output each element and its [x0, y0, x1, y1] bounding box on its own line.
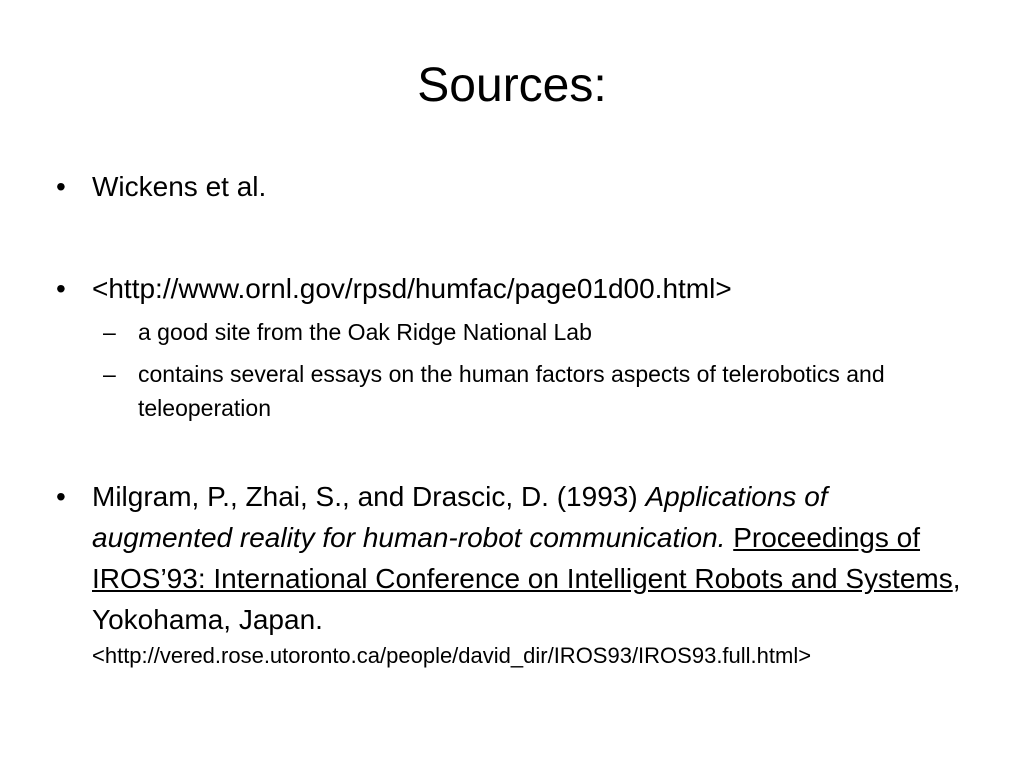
- reference-location: , Yokohama, Japan.: [92, 563, 961, 635]
- slide-title: Sources:: [417, 59, 607, 112]
- reference-proceedings: Proceedings of IROS’93: International Conference on Intelligent Robots and Systems: [92, 522, 953, 594]
- bullet-marker: •: [56, 171, 66, 202]
- reference-title: Applications of augmented reality for human-robot communication.: [92, 481, 828, 553]
- sub-item-text: a good site from the Oak Ridge National Lab: [138, 319, 592, 345]
- ornl-url-text: <http://www.ornl.gov/rpsd/humfac/page01d00.html>: [92, 273, 732, 304]
- bullet-text: Wickens et al.: [92, 171, 267, 202]
- bullet-marker: •: [56, 273, 66, 304]
- reference-citation: [92, 476, 972, 640]
- bullet-marker: •: [56, 481, 66, 512]
- dash-marker: –: [103, 361, 116, 387]
- reference-authors: Milgram, P., Zhai, S., and Drascic, D. (1993): [92, 481, 646, 512]
- reference-url: <http://vered.rose.utoronto.ca/people/david_dir/IROS93/IROS93.full.html>: [92, 643, 812, 668]
- dash-marker: –: [103, 319, 116, 345]
- sub-item-text: contains several essays on the human factors aspects of telerobotics and teleoperation: [138, 361, 885, 421]
